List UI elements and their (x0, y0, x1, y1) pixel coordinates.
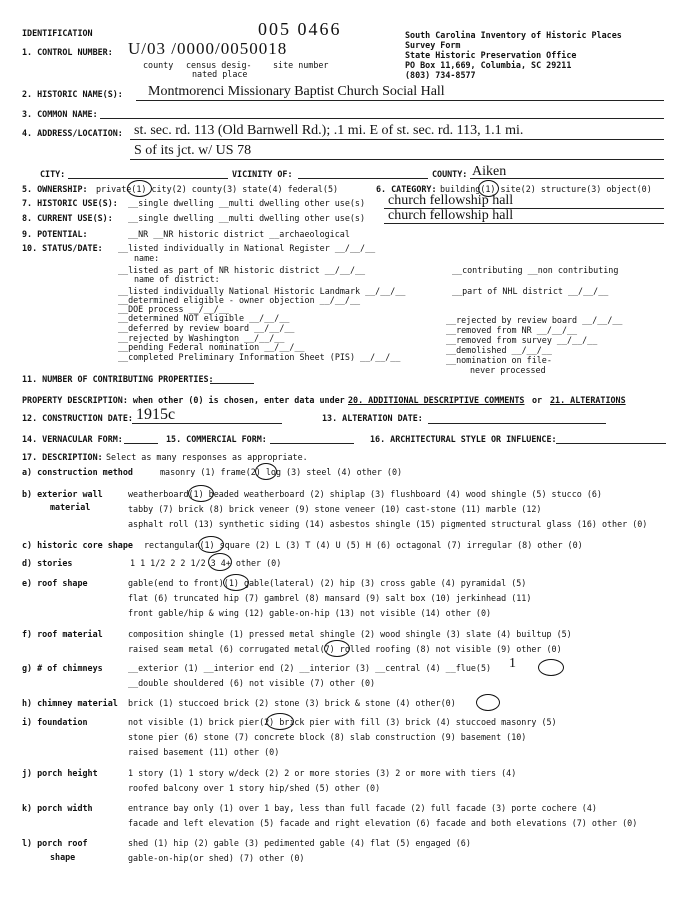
property-desc-text: PROPERTY DESCRIPTION: when other (0) is chosen, enter data under (22, 395, 345, 405)
row-g-options-2: __double shouldered (6) not visible (7) other (0) (128, 678, 376, 688)
ownership-options: private(1) city(2) county(3) state(4) federal(5) (96, 184, 339, 194)
category-options: building(1) site(2) structure(3) object(0) (440, 184, 652, 194)
vicinity-label: VICINITY OF: (232, 169, 293, 179)
row-c-rectangular-circle (198, 536, 224, 553)
row-d-options: 1 1 1/2 2 2 1/2 3 4+ other (0) (130, 558, 282, 568)
status-left-11: __pending Federal nomination __/__/__ (118, 342, 305, 352)
current-use-options: __single dwelling __multi dwelling other use(s) (128, 213, 365, 223)
alteration-date-line (428, 423, 606, 424)
row-d-label: d) stories (22, 558, 73, 568)
construction-date-value[interactable]: 1915c (136, 406, 176, 423)
row-f-options-1: composition shingle (1) pressed metal shingle (2) wood shingle (3) slate (4) builtup (5) (128, 629, 572, 639)
row-h-label: h) chimney material (22, 698, 118, 708)
or-text: or (532, 395, 543, 405)
status-left-9: __deferred by review board __/__/__ (118, 323, 295, 333)
row-c-options: rectangular(1) square (2) L (3) T (4) U (5) H (6) octagonal (7) irregular (8) other (0) (144, 540, 583, 550)
status-left-4: name of district: (134, 274, 220, 284)
status-left-12: __completed Preliminary Information Sheet (PIS) __/__/__ (118, 352, 401, 362)
site-sublabel: site number (273, 60, 329, 70)
row-b-options-3: asphalt roll (13) synthetic siding (14) asbestos shingle (15) pigmented structural glass (16) other (0) (128, 519, 648, 529)
construction-date-label: 12. CONSTRUCTION DATE: (22, 413, 133, 423)
status-right-8: never processed (470, 365, 546, 375)
row-g-flue-count[interactable]: 1 (509, 656, 516, 671)
contributing-line (210, 383, 254, 384)
category-label: 6. CATEGORY: (376, 184, 437, 194)
status-right-6: __demolished __/__/__ (446, 345, 552, 355)
county-line (470, 178, 664, 179)
address-label: 4. ADDRESS/LOCATION: (22, 128, 123, 138)
historic-use-label: 7. HISTORIC USE(S): (22, 198, 118, 208)
alterations-ref: 21. ALTERATIONS (550, 395, 626, 405)
row-g-flue-circle (538, 659, 564, 676)
status-right-1: __contributing __non contributing (452, 265, 619, 275)
agency-line-3: State Historic Preservation Office (405, 50, 577, 60)
address-line-1 (130, 139, 664, 140)
construction-date-line (132, 423, 282, 424)
description-text: Select as many responses as appropriate. (106, 452, 308, 462)
status-left-10: __rejected by Washington __/__/__ (118, 333, 285, 343)
row-i-options-3: raised basement (11) other (0) (128, 747, 280, 757)
row-k-options-2: facade and left elevation (5) facade and right elevation (6) facade and both elevations (7) other (0) (128, 818, 638, 828)
status-left-3: __listed as part of NR historic district __/__/__ (118, 265, 366, 275)
row-l-options-1: shed (1) hip (2) gable (3) pedimented gable (4) flat (5) engaged (6) (128, 838, 471, 848)
status-left-8: __determined NOT eligible __/__/__ (118, 313, 290, 323)
row-a-label: a) construction method (22, 467, 133, 477)
ownership-private-circle (127, 180, 152, 197)
current-use-value[interactable]: church fellowship hall (388, 208, 514, 223)
row-h-other-circle (476, 694, 500, 711)
potential-label: 9. POTENTIAL: (22, 229, 88, 239)
description-label: 17. DESCRIPTION: (22, 452, 103, 462)
row-b-label-2: material (50, 502, 91, 512)
row-f-corrugated-circle (324, 640, 350, 657)
row-d-stories-circle (208, 553, 232, 571)
style-line (556, 443, 666, 444)
status-right-3: __rejected by review board __/__/__ (446, 315, 623, 325)
status-left-5: __listed individually National Historic Landmark __/__/__ (118, 286, 406, 296)
row-f-label: f) roof material (22, 629, 103, 639)
row-l-label: l) porch roof (22, 838, 88, 848)
census-sublabel-2: nated place (192, 69, 248, 79)
row-a-options: masonry (1) frame(2) log (3) steel (4) other (0) (160, 467, 403, 477)
status-left-7: __DOE process __/__/__ (118, 304, 229, 314)
agency-line-5: (803) 734-8577 (405, 70, 476, 80)
county-value[interactable]: Aiken (472, 164, 507, 179)
vernacular-label: 14. VERNACULAR FORM: (22, 434, 123, 444)
control-number-label: 1. CONTROL NUMBER: (22, 47, 113, 57)
commercial-line (270, 443, 354, 444)
row-i-brick-pier-circle (266, 713, 294, 730)
status-right-7: __nomination on file- (446, 355, 552, 365)
style-label: 16. ARCHITECTURAL STYLE OR INFLUENCE: (370, 434, 557, 444)
agency-line-2: Survey Form (405, 40, 461, 50)
status-left-2: name: (134, 253, 160, 263)
row-e-label: e) roof shape (22, 578, 88, 588)
row-b-options-1: weatherboard(1) beaded weatherboard (2) shiplap (3) flushboard (4) wood shingle (5) stucco (6) (128, 489, 602, 499)
row-j-options-1: 1 story (1) 1 story w/deck (2) 2 or more stories (3) 2 or more with tiers (4) (128, 768, 517, 778)
row-b-label: b) exterior wall (22, 489, 103, 499)
county-label: COUNTY: (432, 169, 468, 179)
row-g-options-1: __exterior (1) __interior end (2) __interior (3) __central (4) __flue(5) (128, 663, 492, 673)
historic-name-value[interactable]: Montmorenci Missionary Baptist Church Social Hall (148, 84, 445, 99)
status-right-5: __removed from survey __/__/__ (446, 335, 598, 345)
row-c-label: c) historic core shape (22, 540, 133, 550)
agency-line-4: PO Box 11,669, Columbia, SC 29211 (405, 60, 572, 70)
city-label: CITY: (40, 169, 66, 179)
row-i-options-1: not visible (1) brick pier(2) brick pier with fill (3) brick (4) stuccoed masonry (5) (128, 717, 557, 727)
contributing-label: 11. NUMBER OF CONTRIBUTING PROPERTIES: (22, 374, 214, 384)
row-j-label: j) porch height (22, 768, 98, 778)
alteration-date-label: 13. ALTERATION DATE: (322, 413, 423, 423)
comments-ref: 20. ADDITIONAL DESCRIPTIVE COMMENTS (348, 395, 525, 405)
ownership-label: 5. OWNERSHIP: (22, 184, 88, 194)
status-label: 10. STATUS/DATE: (22, 243, 103, 253)
row-i-options-2: stone pier (6) stone (7) concrete block (8) slab construction (9) basement (10) (128, 732, 527, 742)
current-use-line (384, 223, 664, 224)
address-line-2 (130, 159, 664, 160)
historic-use-options: __single dwelling __multi dwelling other use(s) (128, 198, 365, 208)
vernacular-line (124, 443, 158, 444)
control-number-value[interactable]: U/03 /0000/0050018 (128, 39, 288, 58)
row-b-weatherboard-circle (188, 485, 214, 502)
row-h-options: brick (1) stuccoed brick (2) stone (3) brick & stone (4) other(0) (128, 698, 456, 708)
row-f-options-2: raised seam metal (6) corrugated metal(7) rolled roofing (8) not visible (9) other (0) (128, 644, 562, 654)
row-g-label: g) # of chimneys (22, 663, 103, 673)
census-sublabel: census desig- (186, 60, 252, 70)
status-right-4: __removed from NR __/__/__ (446, 325, 578, 335)
status-left-6: __determined eligible - owner objection __/__/__ (118, 295, 361, 305)
row-k-options-1: entrance bay only (1) over 1 bay, less than full facade (2) full facade (3) porte cochere (4) (128, 803, 597, 813)
county-sublabel: county (143, 60, 174, 70)
row-l-options-2: gable-on-hip(or shed) (7) other (0) (128, 853, 305, 863)
identification-heading: IDENTIFICATION (22, 28, 93, 38)
common-name-label: 3. COMMON NAME: (22, 109, 98, 119)
row-j-options-2: roofed balcony over 1 story hip/shed (5) other (0) (128, 783, 381, 793)
historic-name-label: 2. HISTORIC NAME(S): (22, 89, 123, 99)
status-right-2: __part of NHL district __/__/__ (452, 286, 609, 296)
status-left-1: __listed individually in National Register __/__/__ (118, 243, 376, 253)
current-use-label: 8. CURRENT USE(S): (22, 213, 113, 223)
handwritten-id: 005 0466 (258, 19, 342, 39)
row-b-options-2: tabby (7) brick (8) brick veneer (9) stone veneer (10) cast-stone (11) marble (12) (128, 504, 542, 514)
row-e-gable-circle (223, 574, 249, 591)
agency-line-1: South Carolina Inventory of Historic Places (405, 30, 622, 40)
row-e-options-3: front gable/hip & wing (12) gable-on-hip (13) not visible (14) other (0) (128, 608, 492, 618)
row-e-options-1: gable(end to front)(1) gable(lateral) (2) hip (3) cross gable (4) pyramidal (5) (128, 578, 527, 588)
row-e-options-2: flat (6) truncated hip (7) gambrel (8) mansard (9) salt box (10) jerkinhead (11) (128, 593, 532, 603)
address-value-2[interactable]: S of its jct. w/ US 78 (134, 143, 252, 158)
row-a-frame-circle (255, 463, 277, 480)
common-name-line (100, 118, 664, 119)
row-i-label: i) foundation (22, 717, 88, 727)
vicinity-line (298, 178, 428, 179)
historic-use-value[interactable]: church fellowship hall (388, 193, 514, 208)
row-l-label-2: shape (50, 852, 76, 862)
address-value-1[interactable]: st. sec. rd. 113 (Old Barnwell Rd.); .1 mi. E of st. sec. rd. 113, 1.1 mi. (134, 123, 524, 138)
historic-name-line (136, 100, 664, 101)
commercial-label: 15. COMMERCIAL FORM: (166, 434, 267, 444)
potential-options: __NR __NR historic district __archaeological (128, 229, 350, 239)
row-k-label: k) porch width (22, 803, 93, 813)
city-line (68, 178, 228, 179)
